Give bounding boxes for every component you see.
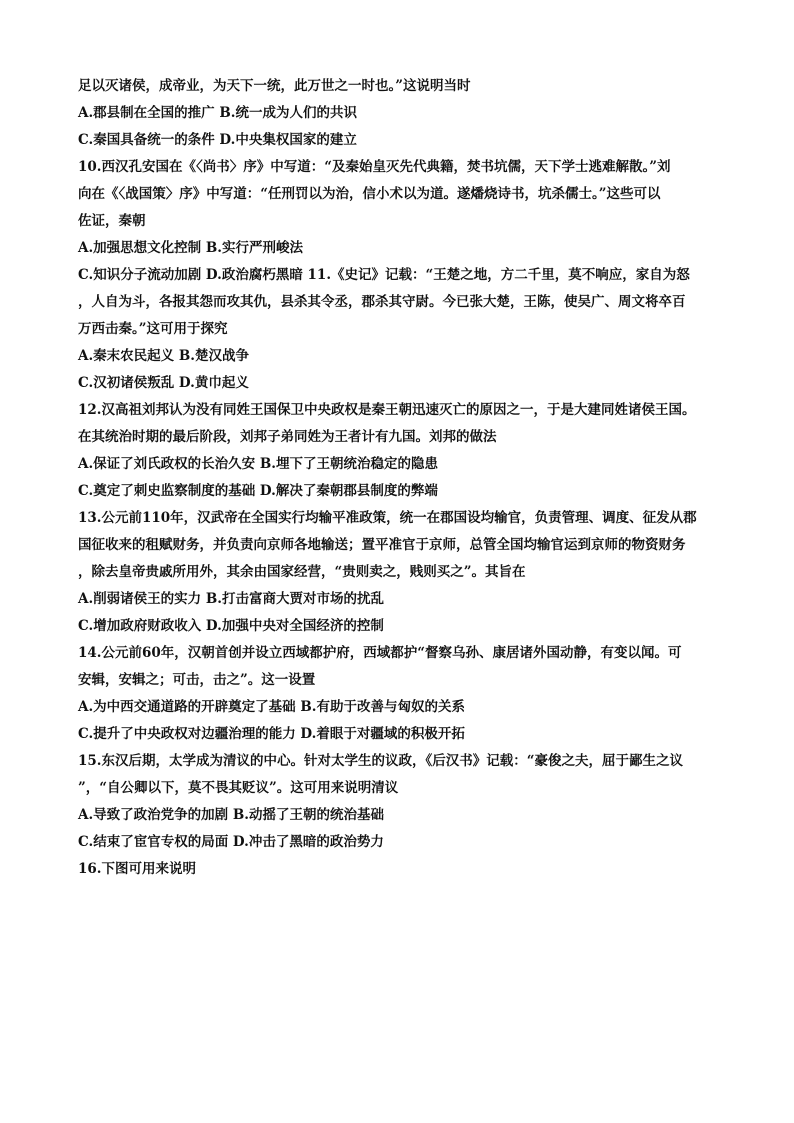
answer-options: A.削弱诸侯王的实力 B.打击富商大贾对市场的扰乱	[78, 591, 384, 607]
answer-options: A.秦末农民起义 B.楚汉战争	[78, 348, 249, 364]
answer-options: A.为中西交通道路的开辟奠定了基础 B.有助于改善与匈奴的关系	[78, 699, 465, 715]
answer-options: C.汉初诸侯叛乱 D.黄巾起义	[78, 375, 249, 391]
text-line: 安辑，安辑之；可击，击之”。这一设置	[78, 672, 316, 688]
question-16: 16.下图可用来说明	[78, 861, 196, 877]
answer-options: C.结束了宦官专权的局面 D.冲击了黑暗的政治势力	[78, 834, 384, 850]
text-line: 足以灭诸侯，成帝业，为天下一统，此万世之一时也。”这说明当时	[78, 78, 471, 94]
text-line: ，人自为斗，各报其怨而攻其仇，县杀其令丞，郡杀其守尉。今已张大楚，王陈，使吴广、周文将卒百	[78, 294, 686, 310]
question-13: 13.公元前110年，汉武帝在全国实行均输平准政策，统一在郡国设均输官，负责管理、调度、征发从郡	[78, 510, 697, 526]
answer-options: C.奠定了刺史监察制度的基础 D.解决了秦朝郡县制度的弊端	[78, 483, 438, 499]
answer-options: A.导致了政治党争的加剧 B.动摇了王朝的统治基础	[78, 807, 384, 823]
text-line: 向在《〈战国策〉序》中写道：“任刑罚以为治，信小术以为道。遂燔烧诗书，坑杀儒士。”这些可以	[78, 186, 661, 202]
question-12: 12.汉高祖刘邦认为没有同姓王国保卫中央政权是秦王朝迅速灭亡的原因之一，于是大建同姓诸侯王国。	[78, 402, 696, 418]
answer-options: C.提升了中央政权对边疆治理的能力 D.着眼于对疆域的积极开拓	[78, 726, 465, 742]
text-line: 国征收来的租赋财务，并负责向京师各地输送；置平准官于京师，总管全国均输官运到京师的物资财务	[78, 537, 686, 553]
answer-options: C.秦国具备统一的条件 D.中央集权国家的建立	[78, 132, 357, 148]
question-15: 15.东汉后期，太学成为清议的中心。针对太学生的议政，《后汉书》记载：“豪俊之夫，屈于鄙生之议	[78, 753, 684, 769]
answer-options: A.加强思想文化控制 B.实行严刑峻法	[78, 240, 303, 256]
question-10: 10.西汉孔安国在《〈尚书〉序》中写道：“及秦始皇灭先代典籍，焚书坑儒，天下学士逃难解散。”刘	[78, 159, 671, 175]
answer-options: A.郡县制在全国的推广 B.统一成为人们的共识	[78, 105, 357, 121]
text-line: 万西击秦。”这可用于探究	[78, 321, 228, 337]
answer-options: A.保证了刘氏政权的长治久安 B.埋下了王朝统治稳定的隐患	[78, 456, 438, 472]
answer-options: C.增加政府财政收入 D.加强中央对全国经济的控制	[78, 618, 384, 634]
text-line: ”，“自公卿以下，莫不畏其贬议”。这可用来说明清议	[78, 780, 399, 796]
text-line: ，除去皇帝贵戚所用外，其余由国家经营，“贵则卖之，贱则买之”。其旨在	[78, 564, 526, 580]
question-14: 14.公元前60年，汉朝首创并设立西域都护府，西域都护“督察乌孙、康居诸外国动静，有变以闻。可	[78, 645, 682, 661]
answer-options: C.知识分子流动加剧 D.政治腐朽黑暗 11.《史记》记载：“王楚之地，方二千里，莫不响应，家自为怒	[78, 267, 690, 283]
text-line: 在其统治时期的最后阶段，刘邦子弟同姓为王者计有九国。刘邦的做法	[78, 429, 497, 445]
text-line: 佐证，秦朝	[78, 213, 146, 229]
